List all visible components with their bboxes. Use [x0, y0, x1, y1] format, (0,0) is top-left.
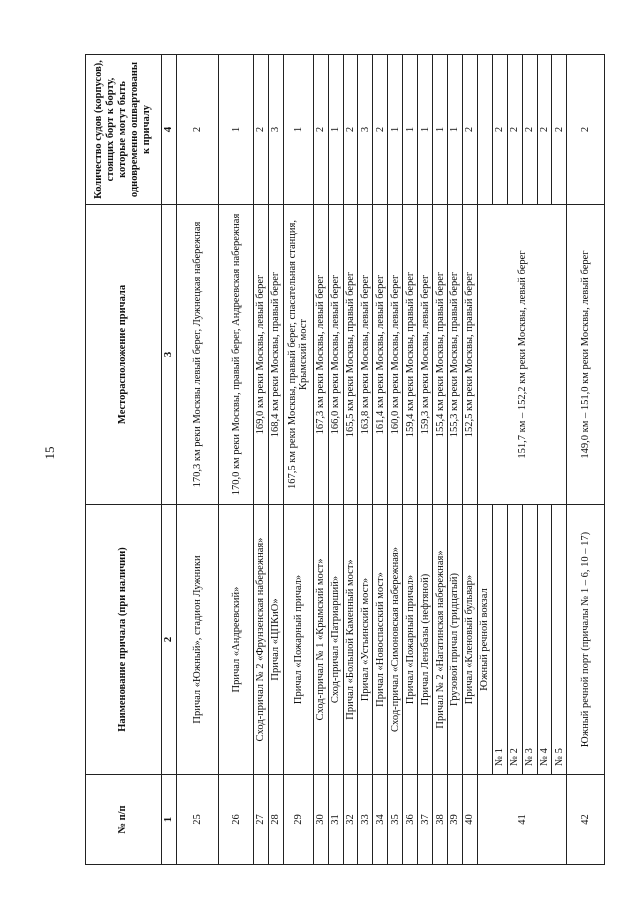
column-number: 4 — [161, 55, 176, 205]
row-number: 32 — [343, 775, 358, 865]
berth-name: Причал «ЦПКиО» — [268, 505, 283, 775]
berth-location: 168,4 км реки Москвы, правый берег — [268, 205, 283, 505]
berth-name: Причал Лензбазы (нефтяной) — [418, 505, 433, 775]
table-row — [313, 55, 328, 865]
vessel-count: 1 — [219, 55, 254, 205]
table-row — [477, 55, 492, 865]
page-number: 15 — [42, 446, 57, 460]
vessel-count: 2 — [253, 55, 268, 205]
table-row — [567, 55, 605, 865]
berth-location: 152,5 км реки Москвы, правый берег — [462, 205, 477, 505]
vessel-count: 2 — [313, 55, 328, 205]
row-number: 26 — [219, 775, 254, 865]
berth-location: 155,3 км реки Москвы, правый берег — [447, 205, 462, 505]
vessel-count: 2 — [537, 55, 552, 205]
vessel-count: 2 — [567, 55, 605, 205]
vessel-count: 2 — [552, 55, 567, 205]
berth-name: Причал «Новоспасский мост» — [373, 505, 388, 775]
berth-location: 165,5 км реки Москвы, правый берег — [343, 205, 358, 505]
row-number: 42 — [567, 775, 605, 865]
berth-name: Южный речной вокзал — [477, 505, 492, 775]
column-number: 1 — [161, 775, 176, 865]
header-num: № п/п — [86, 775, 162, 865]
header-count: Количество судов (корпусов), стоящих борт к борту, которые могут быть одновременно ошвартованы к причалу — [86, 55, 162, 205]
row-number: 39 — [447, 775, 462, 865]
column-number: 3 — [161, 205, 176, 505]
row-number: 40 — [462, 775, 477, 865]
berth-name: Причал № 2 «Нагатинская набережная» — [433, 505, 448, 775]
table-row — [328, 55, 343, 865]
vessel-count: 2 — [522, 55, 537, 205]
berth-location: 167,3 км реки Москвы, левый берег — [313, 205, 328, 505]
row-number: 25 — [176, 775, 218, 865]
column-number: 2 — [161, 505, 176, 775]
berth-name: Сход-причал «Симоновская набережная» — [388, 505, 403, 775]
vessel-count: 2 — [492, 55, 507, 205]
vessel-count: 1 — [433, 55, 448, 205]
sub-berth-name: № 4 — [537, 505, 552, 775]
berth-name: Сход-причал № 1 «Крымский мост» — [313, 505, 328, 775]
vessel-count: 2 — [176, 55, 218, 205]
table-row — [447, 55, 462, 865]
vessel-count: 2 — [507, 55, 522, 205]
row-number: 37 — [418, 775, 433, 865]
table-row — [418, 55, 433, 865]
row-number: 28 — [268, 775, 283, 865]
table-row — [462, 55, 477, 865]
berth-location: 151,7 км – 152,2 км реки Москвы, левый берег — [477, 205, 567, 505]
header-name: Наименование причала (при наличии) — [86, 505, 162, 775]
header-location: Месторасположение причала — [86, 205, 162, 505]
table-body — [86, 55, 605, 865]
vessel-count: 1 — [328, 55, 343, 205]
berth-name: Грузовой причал (тридцатый) — [447, 505, 462, 775]
vessel-count: 1 — [418, 55, 433, 205]
berth-name: Сход-причал «Патриарший» — [328, 505, 343, 775]
vessel-count: 2 — [462, 55, 477, 205]
vessel-count: 2 — [373, 55, 388, 205]
berth-table — [85, 54, 605, 865]
row-number: 31 — [328, 775, 343, 865]
berth-location: 166,0 км реки Москвы, левый берег — [328, 205, 343, 505]
table-row — [358, 55, 373, 865]
sub-berth-name: № 2 — [507, 505, 522, 775]
berth-location: 161,4 км реки Москвы, левый берег — [373, 205, 388, 505]
berth-name: Причал «Большой Каменный мост» — [343, 505, 358, 775]
table-row — [343, 55, 358, 865]
row-number: 27 — [253, 775, 268, 865]
berth-name: Причал «Устьинский мост» — [358, 505, 373, 775]
sub-berth-name: № 3 — [522, 505, 537, 775]
berth-name: Сход-причал № 2 «Фрунзенская набережная» — [253, 505, 268, 775]
vessel-count: 1 — [403, 55, 418, 205]
berth-name: Причал «Кленовый бульвар» — [462, 505, 477, 775]
table-row — [268, 55, 283, 865]
berth-location: 170,3 км реки Москвы левый берег, Лужнецкая набережная — [176, 205, 218, 505]
vessel-count: 1 — [283, 55, 313, 205]
berth-location: 167,5 км реки Москвы, правый берег, спасательная станция, Крымский мост — [283, 205, 313, 505]
table-row — [373, 55, 388, 865]
sub-berth-name: № 1 — [492, 505, 507, 775]
berth-location: 149,0 км – 151,0 км реки Москвы, левый берег — [567, 205, 605, 505]
row-number: 38 — [433, 775, 448, 865]
table-row — [433, 55, 448, 865]
header-row — [86, 55, 162, 865]
vessel-count: 1 — [447, 55, 462, 205]
berth-name: Причал «Пожарный причал» — [283, 505, 313, 775]
column-number-row — [161, 55, 176, 865]
sub-berth-name: № 5 — [552, 505, 567, 775]
row-number: 30 — [313, 775, 328, 865]
vessel-count: 1 — [388, 55, 403, 205]
rotated-table-container — [85, 55, 605, 865]
berth-location: 155,4 км реки Москвы, правый берег — [433, 205, 448, 505]
berth-location: 169,0 км реки Москвы, левый берег — [253, 205, 268, 505]
berth-location: 159,4 км реки Москвы, правый берег — [403, 205, 418, 505]
table-row — [176, 55, 218, 865]
table-row — [253, 55, 268, 865]
berth-location: 159,3 км реки Москвы, левый берег — [418, 205, 433, 505]
row-number: 36 — [403, 775, 418, 865]
vessel-count: 3 — [268, 55, 283, 205]
berth-name: Причал «Пожарный причал» — [403, 505, 418, 775]
table-row — [283, 55, 313, 865]
vessel-count-empty — [477, 55, 492, 205]
row-number: 34 — [373, 775, 388, 865]
row-number: 35 — [388, 775, 403, 865]
row-number: 41 — [477, 775, 567, 865]
table-row — [388, 55, 403, 865]
row-number: 33 — [358, 775, 373, 865]
vessel-count: 2 — [343, 55, 358, 205]
vessel-count: 3 — [358, 55, 373, 205]
berth-location: 160,0 км реки Москвы, левый берег — [388, 205, 403, 505]
table-row — [219, 55, 254, 865]
berth-name: Причал «Южный», стадион Лужники — [176, 505, 218, 775]
berth-location: 163,8 км реки Москвы, левый берег — [358, 205, 373, 505]
berth-name: Причал «Андреевский» — [219, 505, 254, 775]
table-row — [403, 55, 418, 865]
berth-name: Южный речной порт (причалы № 1 – 6, 10 – 17) — [567, 505, 605, 775]
berth-location: 170,0 км реки Москвы, правый берег, Андреевская набережная — [219, 205, 254, 505]
row-number: 29 — [283, 775, 313, 865]
